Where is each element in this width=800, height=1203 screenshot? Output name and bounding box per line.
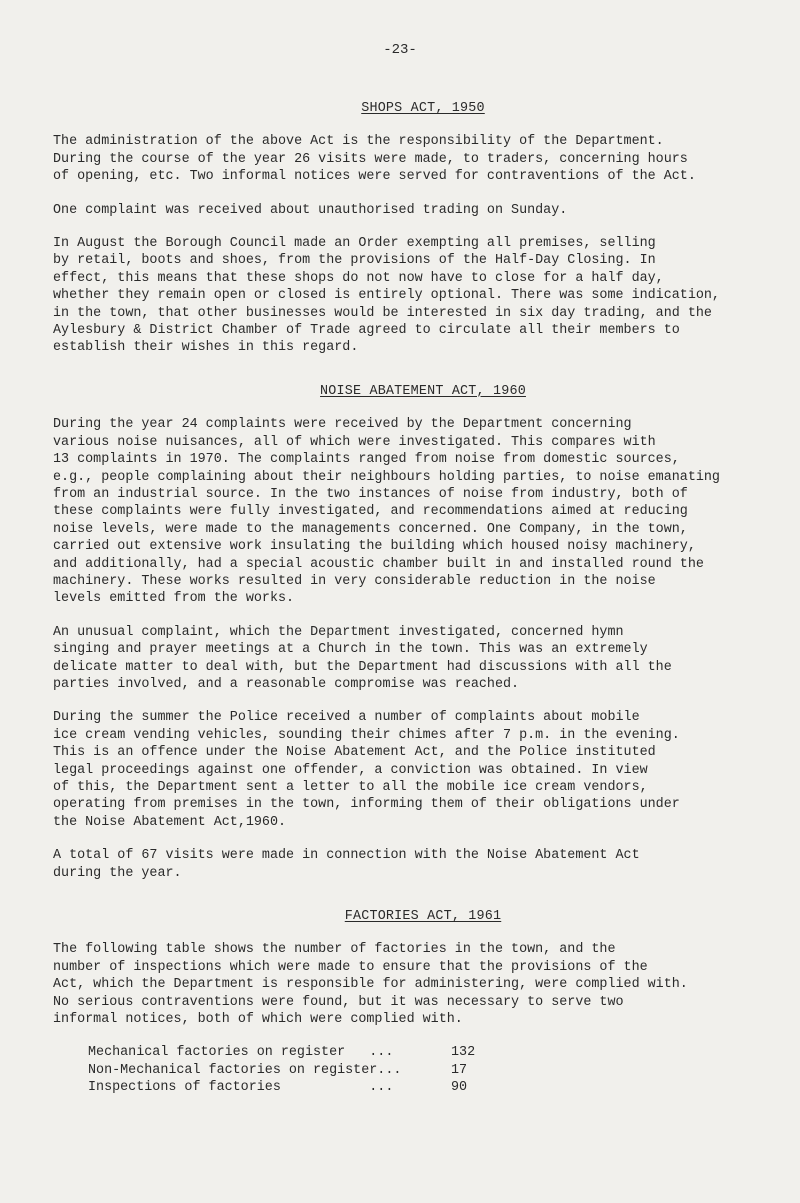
section-shops-act xyxy=(53,100,793,357)
paragraph: A total of 67 visits were made in connection with the Noise Abatement Act during the year. xyxy=(53,848,640,881)
section-heading: FACTORIES ACT, 1961 xyxy=(344,909,502,925)
stat-label: Mechanical factories on register ... xyxy=(88,1045,394,1061)
stat-row xyxy=(88,1044,793,1061)
section-factories-act xyxy=(53,908,793,1097)
page-number: -23- xyxy=(383,42,417,58)
paragraph: In August the Borough Council made an Order exempting all premises, selling by retail, boots and shoes, from the provisions of the Half-Day Closing. In effect, this means that these shops do not now have to close for a half day, whether they remain open or closed is entirely optional. There was some indication, in the town, that other businesses would be interested in six day trading, and the Aylesbury & District Chamber of Trade agreed to circulate all their members to establish their wishes in this regard. xyxy=(53,236,720,356)
stat-value: 132 xyxy=(451,1045,476,1061)
stat-row xyxy=(88,1062,793,1079)
section-noise-abatement-act xyxy=(53,383,793,882)
paragraph: An unusual complaint, which the Department investigated, concerned hymn singing and prayer meetings at a Church in the town. This was an extremely delicate matter to deal with, but the Department had discussions with all the parties involved, and a reasonable compromise was reached. xyxy=(53,624,672,692)
stat-value: 17 xyxy=(451,1062,468,1078)
section-heading: NOISE ABATEMENT ACT, 1960 xyxy=(320,383,526,399)
section-heading: SHOPS ACT, 1950 xyxy=(361,101,485,116)
factory-stats-table xyxy=(88,1044,793,1096)
paragraph: The administration of the above Act is the responsibility of the Department. During the course of the year 26 visits were made, to traders, concerning hours of opening, etc. Two informal notices were served for contraventions of the Act. xyxy=(53,134,696,185)
paragraph: One complaint was received about unauthorised trading on Sunday. xyxy=(53,202,568,218)
paragraph: During the summer the Police received a number of complaints about mobile ice cream vending vehicles, sounding their chimes after 7 p.m. in the evening. This is an offence under the Noise Abatement Act, and the Police instituted legal proceedings against one offender, a conviction was obtained. In view of this, the Department sent a letter to all the mobile ice cream vendors, operating from premises in the town, informing them of their obligations under the Noise Abatement Act,1960. xyxy=(53,710,680,830)
stat-row xyxy=(88,1079,793,1096)
stat-label: Non-Mechanical factories on register... xyxy=(88,1062,402,1078)
document-body xyxy=(53,100,793,1097)
paragraph: The following table shows the number of factories in the town, and the number of inspections which were made to ensure that the provisions of the Act, which the Department is responsible for administering, were complied with. No serious contraventions were found, but it was necessary to serve two informal notices, both of which were complied with. xyxy=(53,942,688,1028)
paragraph: During the year 24 complaints were received by the Department concerning various noise nuisances, all of which were investigated. This compares with 13 complaints in 1970. The complaints ranged from noise from domestic sources, e.g., people complaining about their neighbours holding parties, to noise emanating from an industrial source. In the two instances of noise from industry, both of these complaints were fully investigated, and recommendations aimed at reducing noise levels, were made to the managements concerned. One Company, in the town, carried out extensive work insulating the building which housed noisy machinery, and additionally, had a special acoustic chamber built in and installed round the machinery. These works resulted in very considerable reduction in the noise levels emitted from the works. xyxy=(53,417,720,607)
stat-label: Inspections of factories ... xyxy=(88,1080,394,1096)
stat-value: 90 xyxy=(451,1080,468,1096)
